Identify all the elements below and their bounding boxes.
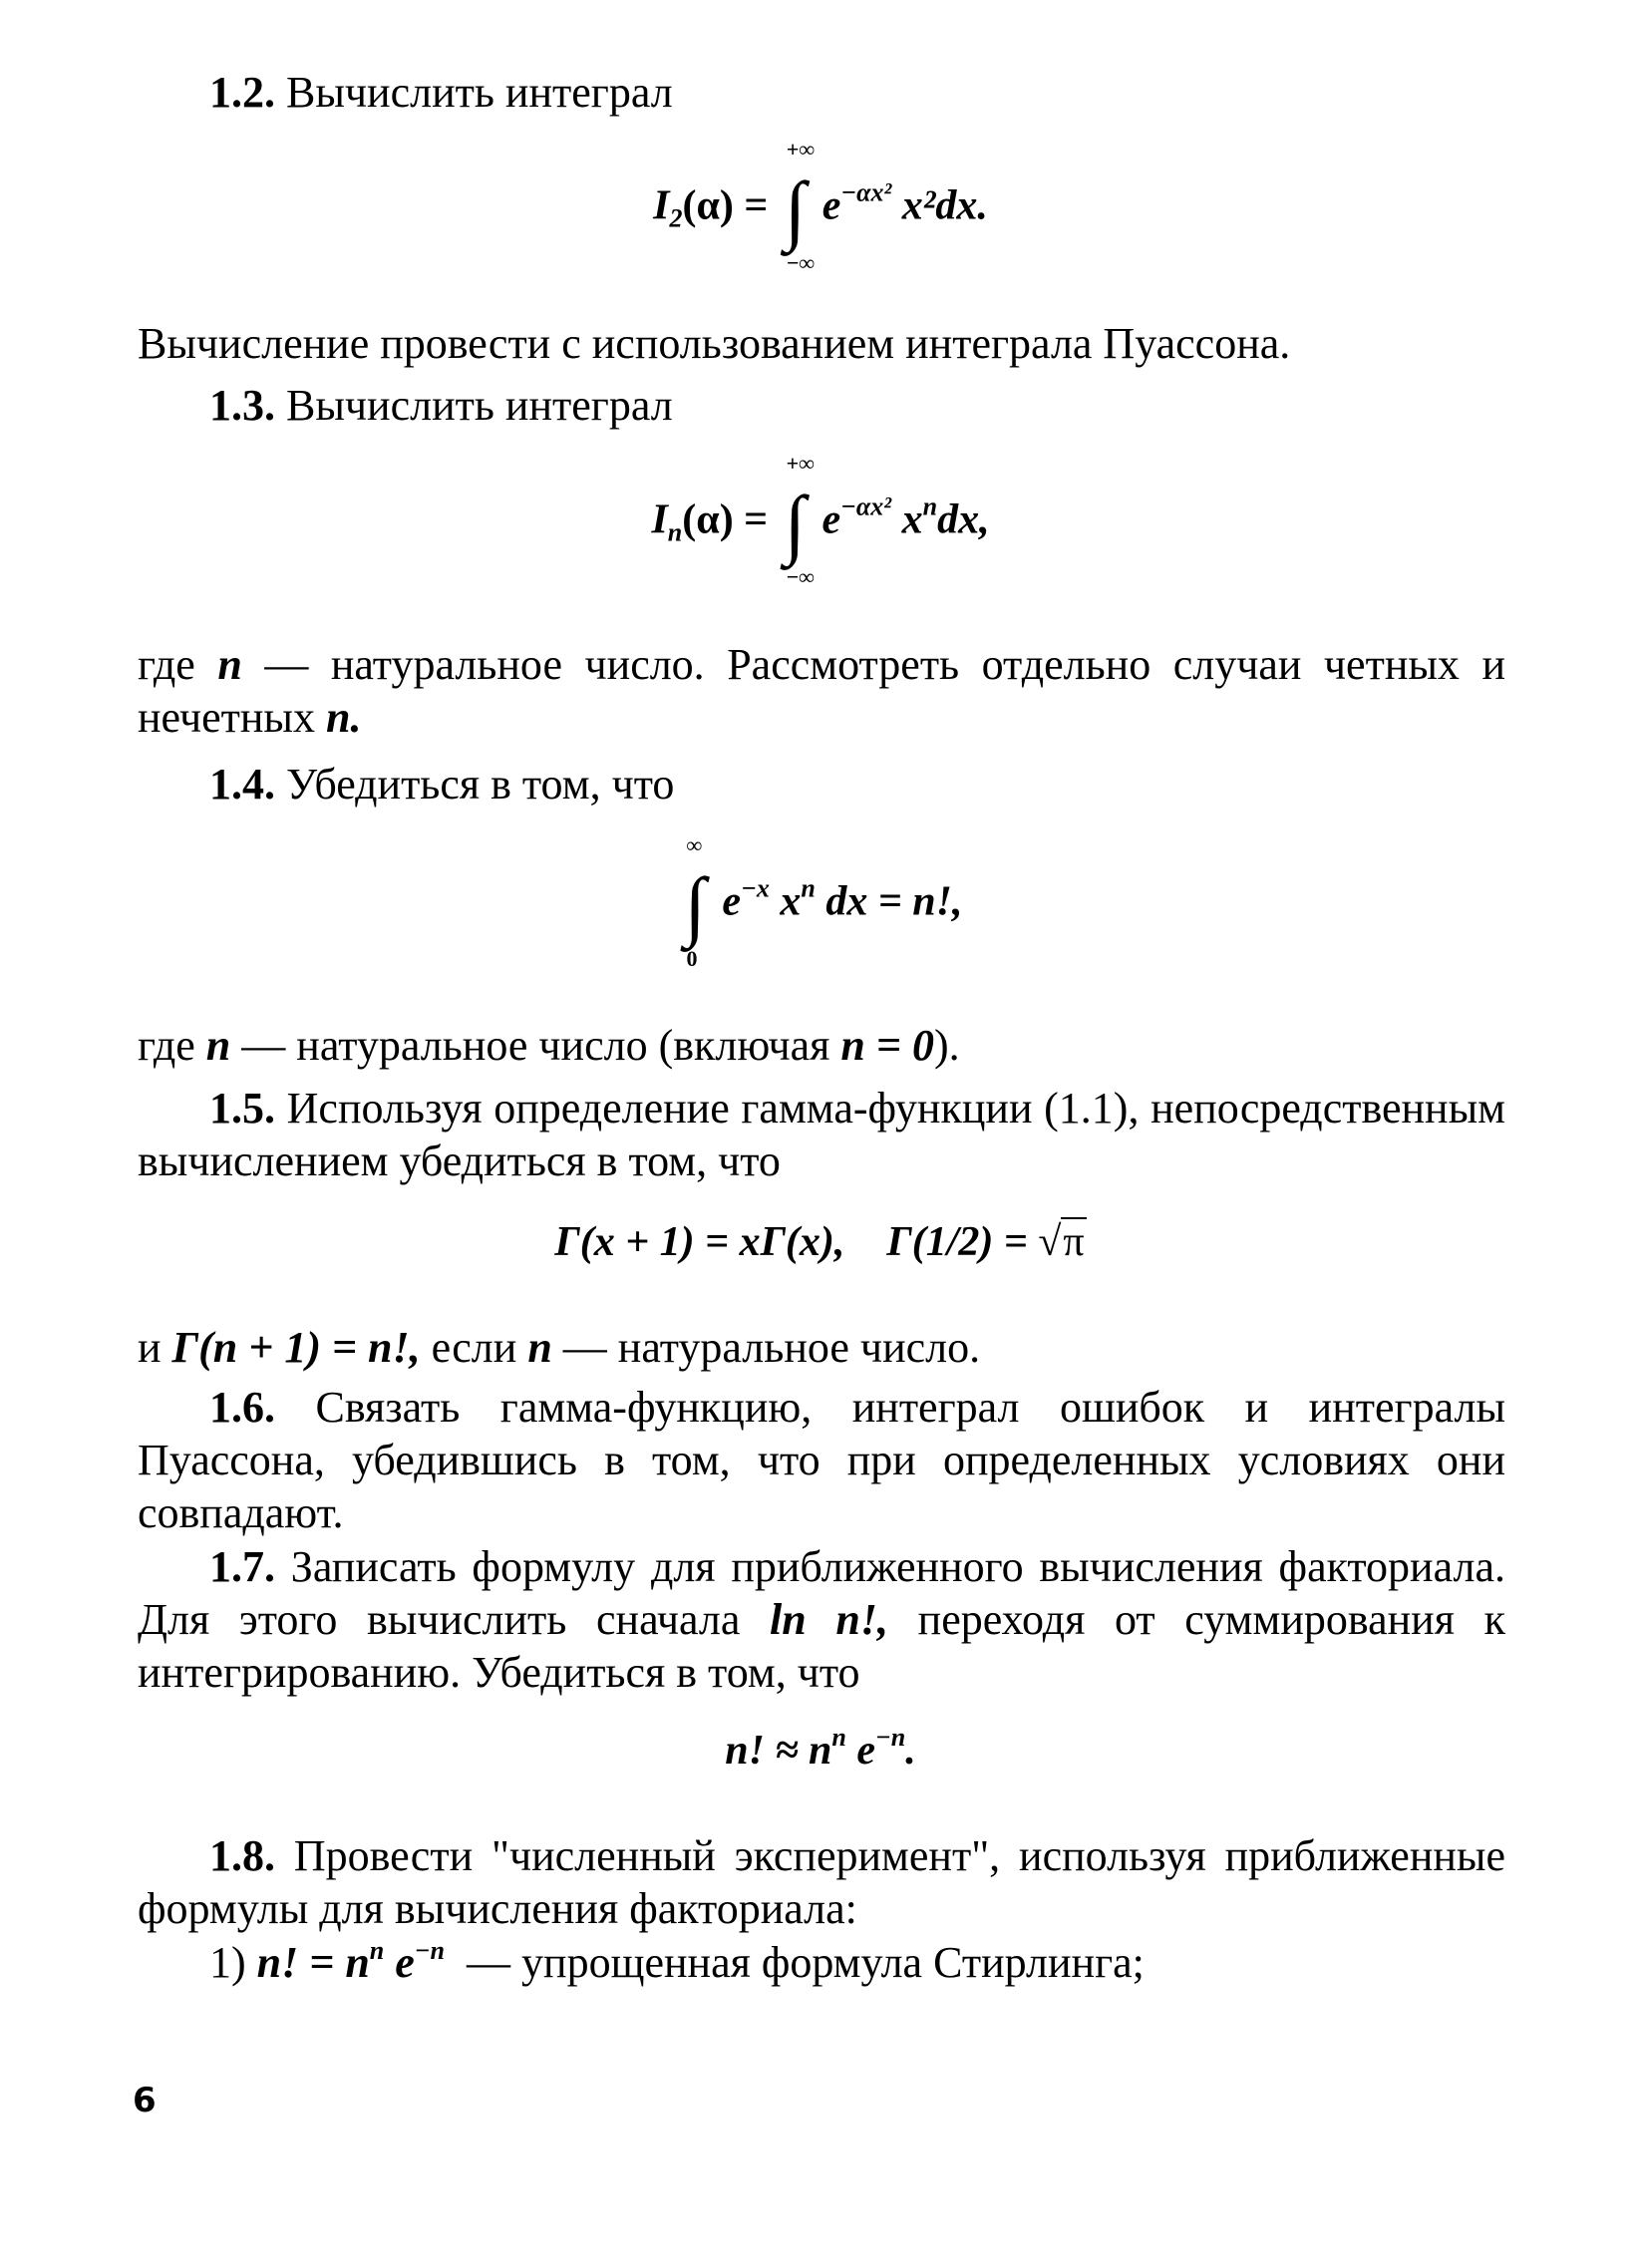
eq-gamma-recurrence: Γ(x + 1) = xΓ(x),	[554, 1219, 845, 1265]
eq-body: x²dx.	[901, 182, 988, 229]
item-label: 1)	[209, 1938, 246, 1987]
eq-gamma-half: Γ(1/2) =	[886, 1219, 1039, 1265]
integral-sign: ∫ +∞ −∞	[784, 451, 815, 589]
equation-1-5	[0, 1216, 1641, 1269]
problem-1-6	[138, 1381, 1505, 1539]
eq-exponent: −n	[875, 1723, 906, 1752]
eq-exponent: −αx²	[840, 491, 892, 521]
eq-body: x	[780, 878, 802, 925]
problem-1-5	[138, 1082, 1505, 1187]
problem-text: Провести "численный эксперимент", используя приближенные формулы для вычисления факториала:	[138, 1831, 1505, 1933]
eq-exponent: −n	[414, 1936, 446, 1965]
problem-number: 1.3.	[209, 381, 275, 430]
eq-subscript: 2	[669, 203, 683, 233]
problem-text: Убедиться в том, что	[286, 760, 675, 809]
problem-1-5-note	[138, 1321, 1505, 1374]
eq-body: x	[901, 496, 923, 543]
eq-part: .	[905, 1728, 916, 1774]
problem-number: 1.8.	[209, 1831, 275, 1880]
problem-1-3-header	[138, 379, 1505, 432]
problem-1-3-note	[138, 638, 1505, 744]
math-n: n	[217, 640, 242, 689]
item-text: — упрощенная формула Стирлинга;	[467, 1938, 1145, 1987]
integral-upper-limit: +∞	[786, 137, 816, 162]
note-text: — натуральное число.	[562, 1323, 981, 1372]
eq-body-end: dx = n!,	[825, 878, 963, 925]
eq-exponent: n	[369, 1936, 385, 1965]
problem-number: 1.6.	[209, 1383, 275, 1432]
sqrt-radicand: π	[1063, 1219, 1085, 1265]
eq-exponent: −x	[741, 873, 770, 903]
note-text: если	[431, 1323, 517, 1372]
problem-1-2-header	[138, 66, 1505, 119]
integral-sign: ∫ ∞ 0	[684, 832, 706, 971]
problem-text: Вычислить интеграл	[286, 381, 673, 430]
math-n: n	[527, 1323, 552, 1372]
eq-symbol: I	[653, 182, 670, 229]
problem-number: 1.2.	[209, 68, 275, 117]
equation-1-7	[0, 1725, 1641, 1778]
math-n: n.	[325, 693, 362, 742]
eq-arg: (α) =	[682, 182, 769, 229]
problem-number: 1.7.	[209, 1542, 275, 1591]
eq-arg: (α) =	[682, 496, 769, 543]
problem-1-2-note	[138, 317, 1505, 370]
eq-body-end: dx,	[937, 496, 990, 543]
equation-1-4	[0, 832, 1641, 971]
problem-text: Используя определение гамма-функции (1.1), непосредственным вычислением убедиться в том, что	[138, 1084, 1506, 1185]
integral-lower-limit: −∞	[786, 564, 815, 589]
integral-sign: ∫ +∞ −∞	[784, 137, 816, 275]
problem-1-8	[138, 1829, 1505, 1935]
note-text: ).	[933, 1021, 960, 1070]
eq-body-power: n	[801, 873, 816, 903]
eq-exponent: n	[831, 1723, 846, 1752]
equation-1-2	[0, 137, 1641, 275]
page-number: 6	[133, 2081, 157, 2120]
math-n: n	[205, 1021, 231, 1070]
math-expression: n = 0	[840, 1021, 934, 1070]
problem-text: Связать гамма-функцию, интеграл ошибок и интегралы Пуассона, убедившись в том, что при определенных условиях они совпадают.	[138, 1383, 1506, 1537]
note-text: — натуральное число. Рассмотреть отдельно случаи четных и нечетных	[138, 640, 1506, 742]
note-text: где	[138, 640, 195, 689]
eq-part: n! = n	[256, 1938, 370, 1987]
eq-part: e	[845, 1728, 876, 1774]
eq-subscript: n	[667, 517, 683, 547]
math-expression	[257, 1938, 445, 1987]
sqrt-symbol: √π	[1038, 1219, 1085, 1265]
problem-1-8-item-1	[138, 1936, 1505, 1989]
problem-number: 1.5.	[209, 1084, 275, 1133]
eq-body-power: n	[922, 491, 938, 521]
integral-upper-limit: ∞	[686, 832, 703, 857]
problem-1-4-header	[138, 758, 1505, 810]
problem-text: переходя от суммирования к интегрированию. Убедиться в том, что	[138, 1595, 1505, 1697]
eq-symbol: I	[651, 496, 668, 543]
note-text: и	[138, 1323, 162, 1372]
note-text: — натуральное число (включая	[241, 1021, 830, 1070]
equation-1-3	[0, 451, 1641, 589]
eq-exp-base: e	[722, 878, 742, 925]
problem-number: 1.4.	[209, 760, 275, 809]
problem-1-7	[138, 1540, 1505, 1699]
problem-1-4-note	[138, 1019, 1505, 1072]
math-expression: ln n!,	[770, 1595, 888, 1644]
integral-lower-limit: −∞	[786, 250, 816, 275]
note-text: где	[138, 1021, 195, 1070]
problem-text: Записать формулу для приближенного вычисления факториала. Для этого вычислить сначала	[138, 1542, 1505, 1644]
eq-part: n! ≈ n	[725, 1728, 832, 1774]
math-expression: Γ(n + 1) = n!,	[171, 1323, 421, 1372]
eq-exponent: −αx²	[840, 177, 892, 207]
problem-text: Вычислить интеграл	[286, 68, 673, 117]
integral-upper-limit: +∞	[786, 451, 815, 476]
note-text: Вычисление провести с использованием интеграла Пуассона.	[138, 319, 1291, 368]
eq-exp-base: e	[821, 496, 841, 543]
eq-part: e	[384, 1938, 415, 1987]
integral-lower-limit: 0	[686, 946, 698, 971]
eq-exp-base: e	[821, 182, 841, 229]
